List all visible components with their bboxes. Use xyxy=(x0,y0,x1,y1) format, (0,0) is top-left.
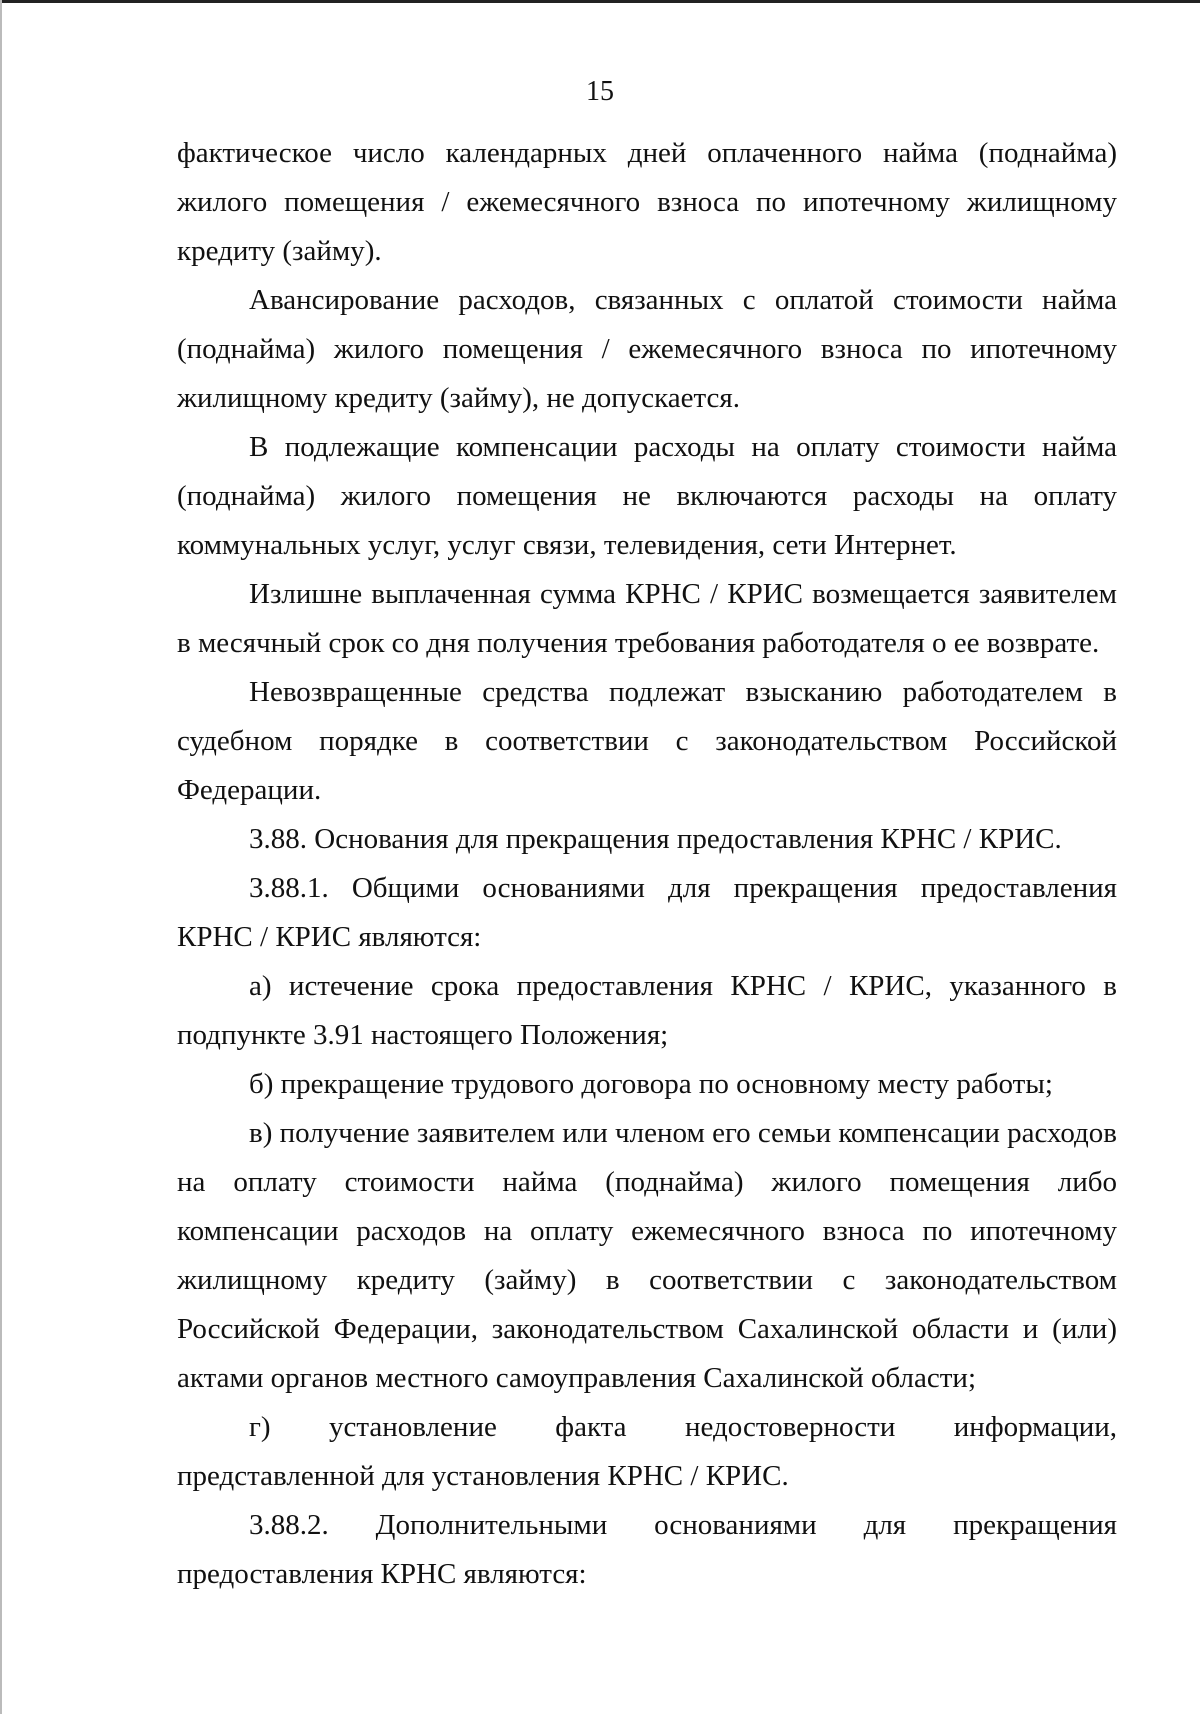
paragraph-section-3-88-2: 3.88.2. Дополнительными основаниями для прекращения предоставления КРНС являются: xyxy=(177,1509,1117,1590)
paragraph-item-g: г) установление факта недостоверности информации, представленной для установления КРНС / КРИС. xyxy=(177,1411,1117,1492)
paragraph-continuation: фактическое число календарных дней оплаченного найма (поднайма) жилого помещения / ежемесячного взноса по ипотечному жилищному кредиту (займу). xyxy=(177,137,1117,267)
paragraph-item-a: а) истечение срока предоставления КРНС / КРИС, указанного в подпункте 3.91 настоящего Положения; xyxy=(177,970,1117,1051)
scan-top-edge xyxy=(0,0,1200,3)
paragraph-unreturned-funds: Невозвращенные средства подлежат взысканию работодателем в судебном порядке в соответствии с законодательством Российской Федерации. xyxy=(177,676,1117,806)
paragraph-advance-payment: Авансирование расходов, связанных с оплатой стоимости найма (поднайма) жилого помещения / ежемесячного взноса по ипотечному жилищному кредиту (займу), не допускается. xyxy=(177,284,1117,414)
document-body xyxy=(177,129,1117,1599)
paragraph-section-3-88-1: 3.88.1. Общими основаниями для прекращения предоставления КРНС / КРИС являются: xyxy=(177,872,1117,953)
scan-left-edge xyxy=(0,0,2,1714)
paragraph-excluded-expenses: В подлежащие компенсации расходы на оплату стоимости найма (поднайма) жилого помещения не включаются расходы на оплату коммунальных услуг, услуг связи, телевидения, сети Интернет. xyxy=(177,431,1117,561)
paragraph-item-v: в) получение заявителем или членом его семьи компенсации расходов на оплату стоимости найма (поднайма) жилого помещения либо компенсации расходов на оплату ежемесячного взноса по ипотечному жилищному кредиту (займу) в соответствии с законодательством Российской Федерации, законодательством Сахалинской области и (или) актами органов местного самоуправления Сахалинской области; xyxy=(177,1117,1117,1394)
page-number: 15 xyxy=(586,76,614,107)
paragraph-item-b: б) прекращение трудового договора по основному месту работы; xyxy=(249,1068,1053,1100)
paragraph-overpayment: Излишне выплаченная сумма КРНС / КРИС возмещается заявителем в месячный срок со дня получения требования работодателя о ее возврате. xyxy=(177,578,1117,659)
paragraph-section-3-88: 3.88. Основания для прекращения предоставления КРНС / КРИС. xyxy=(249,823,1062,855)
